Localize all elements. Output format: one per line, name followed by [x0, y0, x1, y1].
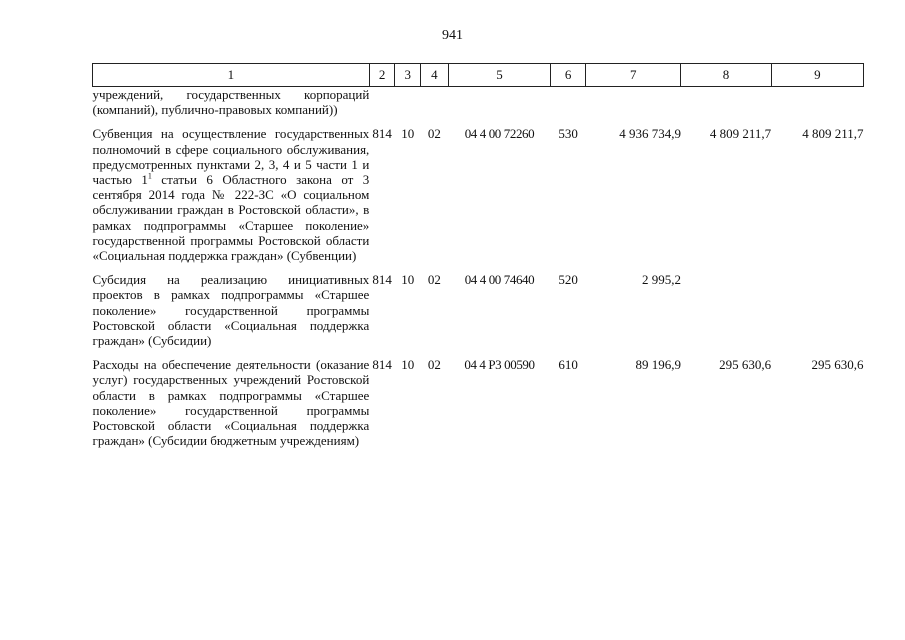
expense-type-code: 610	[558, 357, 578, 373]
amount-col8	[681, 87, 771, 118]
ministry-code: 814	[372, 126, 392, 142]
row-description: учреждений, государственных корпораций (компаний), публично-правовых компаний))	[92, 87, 370, 118]
amount-col9	[771, 87, 863, 118]
amount-col8	[681, 272, 771, 348]
column-header: 5	[448, 64, 551, 87]
section-code: 10	[401, 272, 415, 288]
column-number-row	[93, 64, 864, 87]
row-description: Субсидия на реализацию инициативных проектов в рамках подпрограммы «Старшее поколение» государственной программы Ростовской области «Социальная поддержка граждан» (Субсидии)	[92, 272, 370, 349]
amount-col7	[586, 87, 681, 118]
expense-type-code	[551, 87, 586, 118]
column-header: 2	[369, 64, 395, 87]
section-code	[395, 87, 421, 118]
row-description: Субвенция на осуществление государственных полномочий в сфере социального обслуживания, предусмотренных пунктами 2, 3, 4 и 5 части 1 и частью $1^1$ статьи 6 Областного закона от 3 сентября 2014 года № 222-ЗС «О социальном обслуживании граждан в Ростовской области», в рамках подпрограммы «Старшее поколение» государственной программы Ростовской области «Социальная поддержка граждан» (Субвенции)	[92, 126, 370, 264]
subsection-code: 02	[427, 357, 441, 373]
amount-col9	[771, 272, 863, 348]
amount-col8: 295 630,6	[719, 357, 772, 373]
table-row	[93, 126, 864, 263]
expense-type-code: 530	[558, 126, 578, 142]
page-number: 941	[442, 28, 463, 43]
column-header: 9	[771, 64, 863, 87]
section-code: 10	[401, 126, 415, 142]
table-row	[93, 87, 864, 118]
subsection-code: 02	[427, 126, 441, 142]
budget-table	[92, 63, 864, 448]
table-row	[93, 272, 864, 348]
target-article-code	[448, 87, 551, 118]
column-header: 6	[551, 64, 586, 87]
footnote-superscript: 1	[147, 171, 152, 181]
amount-col7: 89 196,9	[635, 357, 681, 373]
subsection-code: 02	[427, 272, 441, 288]
amount-col8: 4 809 211,7	[709, 126, 772, 142]
amount-col7: 2 995,2	[641, 272, 681, 288]
expense-type-code: 520	[558, 272, 578, 288]
ministry-code: 814	[372, 357, 392, 373]
ministry-code	[369, 87, 395, 118]
column-header: 4	[421, 64, 449, 87]
column-header: 3	[395, 64, 421, 87]
column-header: 8	[681, 64, 771, 87]
column-header: 7	[586, 64, 681, 87]
amount-col9: 295 630,6	[811, 357, 864, 373]
column-header: 1	[93, 64, 370, 87]
target-article-code: 04 4 P3 00590	[464, 357, 535, 373]
section-code: 10	[401, 357, 415, 373]
ministry-code: 814	[372, 272, 392, 288]
amount-col7: 4 936 734,9	[619, 126, 681, 142]
amount-col9: 4 809 211,7	[802, 126, 864, 142]
table-row	[93, 357, 864, 448]
row-description: Расходы на обеспечение деятельности (оказание услуг) государственных учреждений Ростовской области в рамках подпрограммы «Старшее поколение» государственной программы Ростовской области «Социальная поддержка граждан» (Субсидии бюджетным учреждениям)	[92, 357, 370, 449]
target-article-code: 04 4 00 74640	[464, 272, 535, 288]
target-article-code: 04 4 00 72260	[464, 126, 535, 142]
subsection-code	[421, 87, 449, 118]
